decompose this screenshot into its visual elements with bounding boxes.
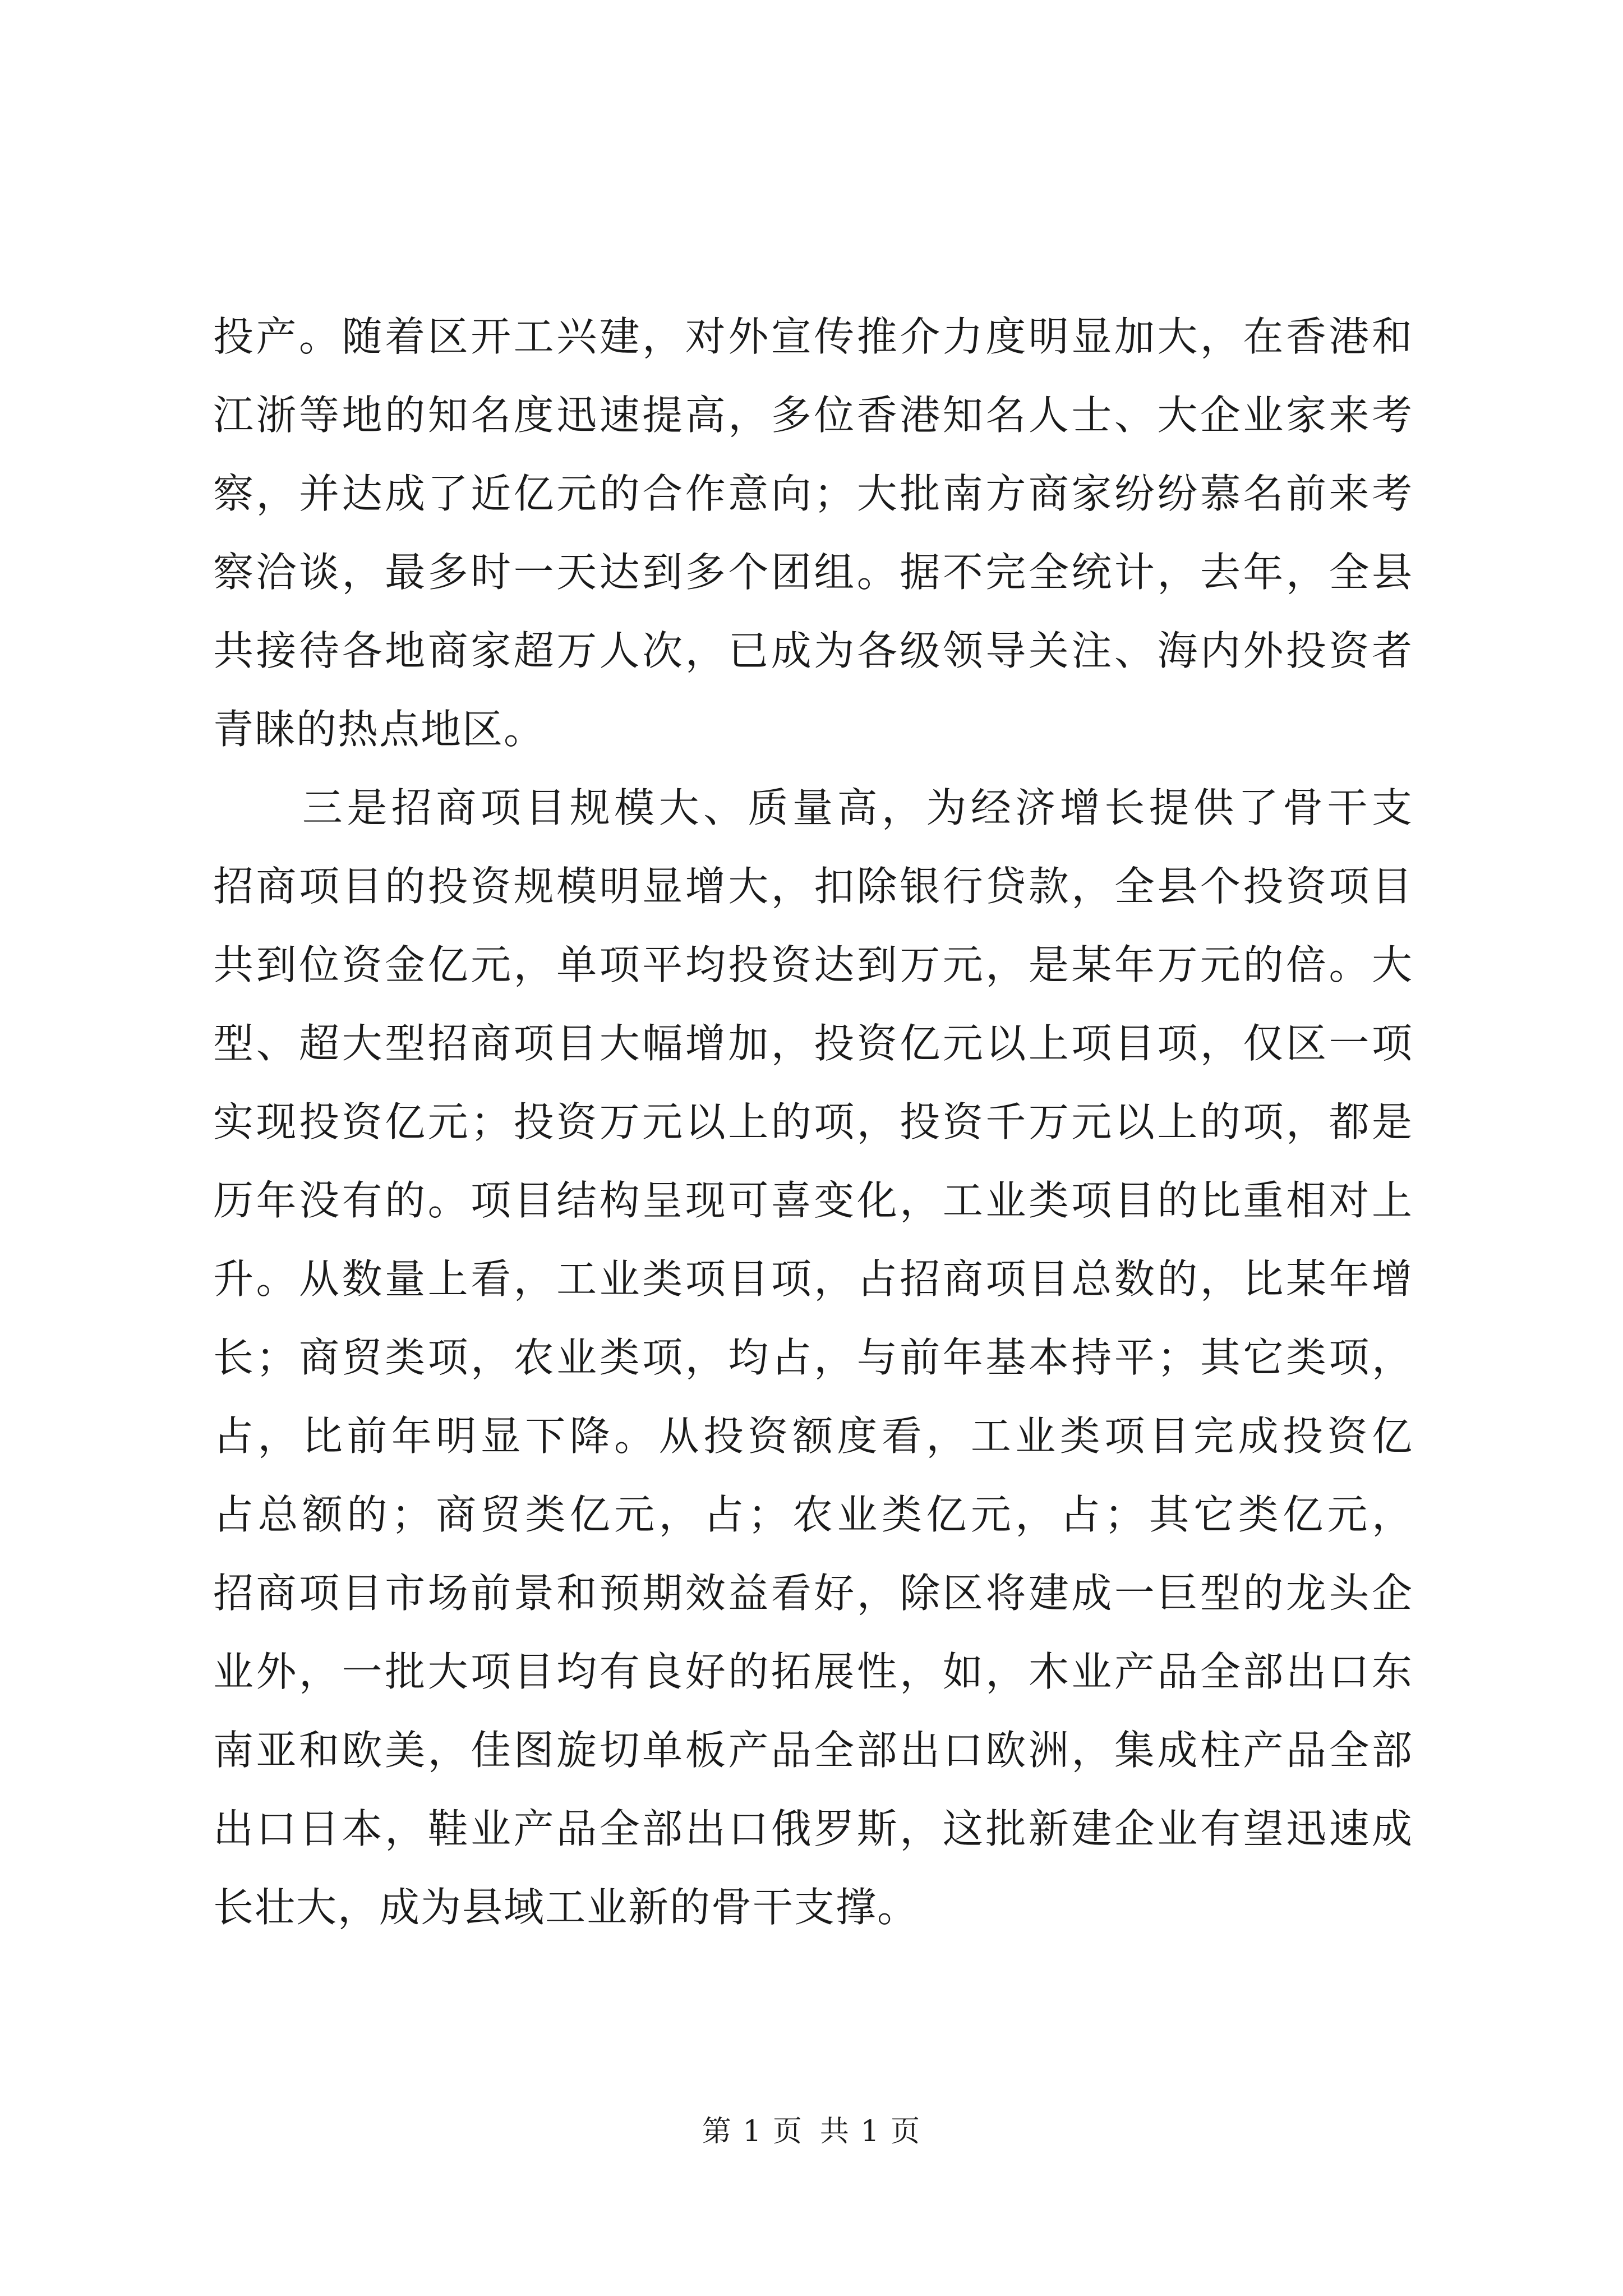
text-line: 南亚和欧美，佳图旋切单板产品全部出口欧洲，集成柱产品全部 — [213, 1727, 1413, 1774]
body-text — [213, 297, 1413, 1947]
paragraph-2 — [213, 769, 1413, 1947]
text-line: 出口日本，鞋业产品全部出口俄罗斯，这批新建企业有望迅速成 — [213, 1805, 1413, 1852]
paragraph-1 — [213, 297, 1413, 769]
text-line: 江浙等地的知名度迅速提高，多位香港知名人士、大企业家来考 — [213, 392, 1413, 439]
text-line: 三是招商项目规模大、质量高，为经济增长提供了骨干支 — [302, 784, 1413, 831]
text-line: 共接待各地商家超万人次，已成为各级领导关注、海内外投资者 — [213, 627, 1413, 674]
text-line: 投产。随着区开工兴建，对外宣传推介力度明显加大，在香港和 — [213, 313, 1413, 360]
text-line: 共到位资金亿元，单项平均投资达到万元，是某年万元的倍。大 — [213, 941, 1413, 988]
text-line: 察，并达成了近亿元的合作意向；大批南方商家纷纷慕名前来考 — [213, 470, 1413, 517]
page-footer — [0, 2115, 1623, 2148]
text-line: 招商项目市场前景和预期效益看好，除区将建成一巨型的龙头企 — [213, 1570, 1413, 1617]
text-line: 业外，一批大项目均有良好的拓展性，如，木业产品全部出口东 — [213, 1648, 1413, 1695]
text-line: 占，比前年明显下降。从投资额度看，工业类项目完成投资亿 — [213, 1412, 1413, 1460]
text-line: 实现投资亿元；投资万元以上的项，投资千万元以上的项，都是 — [213, 1098, 1413, 1145]
text-line: 招商项目的投资规模明显增大，扣除银行贷款，全县个投资项目 — [213, 863, 1413, 910]
text-line: 历年没有的。项目结构呈现可喜变化，工业类项目的比重相对上 — [213, 1177, 1413, 1224]
text-line: 占总额的；商贸类亿元，占；农业类亿元，占；其它类亿元， — [213, 1491, 1413, 1538]
page-number: 第 1 页 — [702, 2115, 803, 2148]
text-line: 青睐的热点地区。 — [213, 706, 546, 753]
text-line: 升。从数量上看，工业类项目项，占招商项目总数的，比某年增 — [213, 1255, 1413, 1303]
text-line: 长；商贸类项，农业类项，均占，与前年基本持平；其它类项， — [213, 1334, 1413, 1381]
text-line: 型、超大型招商项目大幅增加，投资亿元以上项目项，仅区一项 — [213, 1020, 1413, 1067]
text-line: 长壮大，成为县域工业新的骨干支撑。 — [213, 1884, 919, 1931]
page-total: 共 1 页 — [820, 2115, 921, 2148]
text-line: 察洽谈，最多时一天达到多个团组。据不完全统计，去年，全县 — [213, 549, 1413, 596]
